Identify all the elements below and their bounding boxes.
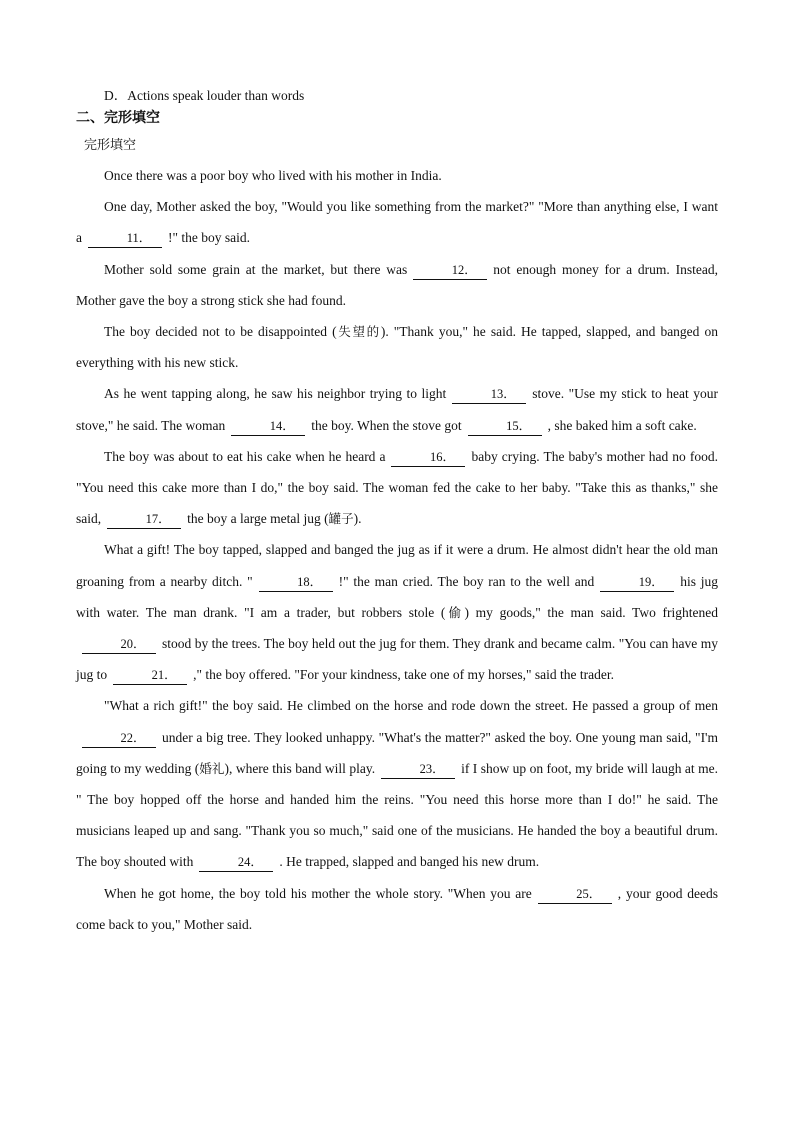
paragraph-9: When he got home, the boy told his mother the whole story. "When you are 25． , your good deeds come back to you," Mother said. xyxy=(76,885,718,932)
blank-15[interactable]: 15． xyxy=(468,418,542,436)
blank-19[interactable]: 19． xyxy=(600,574,674,592)
passage xyxy=(76,160,718,940)
paragraph-2: One day, Mother asked the boy, "Would you like something from the market?" "More than anything else, I want a 11． !" the boy said. xyxy=(76,191,718,253)
blank-20[interactable]: 20． xyxy=(82,636,156,654)
paragraph-3: Mother sold some grain at the market, but there was 12． not enough money for a drum. Instead, Mother gave the boy a strong stick she had found. xyxy=(76,261,718,308)
paragraph-6: The boy was about to eat his cake when he heard a 16． baby crying. The baby's mother had no food. "You need this cake more than I do," the boy said. The woman fed the cake to her baby. "Take this as thanks," she said, 17． the boy a large metal jug (罐子). xyxy=(76,441,718,535)
paragraph-1: Once there was a poor boy who lived with his mother in India. xyxy=(104,168,442,183)
subtitle: 完形填空 xyxy=(84,138,137,153)
blank-21[interactable]: 21． xyxy=(113,667,187,685)
blank-16[interactable]: 16． xyxy=(391,449,465,467)
blank-18[interactable]: 18． xyxy=(259,574,333,592)
paragraph-8: "What a rich gift!" the boy said. He climbed on the horse and rode down the street. He passed a group of men22． under a big tree. They looked unhappy. "What's the matter?" asked the boy. One young man said, "I'm going to my wedding (婚礼), where this band will play. 23． if I show up on foot, my bride will laugh at me. " The boy hopped off the horse and handed him the reins. "You need this horse more than I do!" he said. The musicians leaped up and sang. "Thank you so much," said one of the musicians. He handed the boy a beautiful drum. The boy shouted with 24． . He trapped, slapped and banged his new drum. xyxy=(76,690,718,877)
option-d: D．Actions speak louder than words xyxy=(104,88,305,103)
section-title: 二、完形填空 xyxy=(76,110,160,126)
paragraph-5: As he went tapping along, he saw his neighbor trying to light 13． stove. "Use my stick to heat your stove," he said. The woman 14． the boy. When the stove got 15． , she baked him a soft cake. xyxy=(76,378,718,440)
blank-11[interactable]: 11． xyxy=(88,230,162,248)
blank-17[interactable]: 17． xyxy=(107,511,181,529)
blank-25[interactable]: 25． xyxy=(538,886,612,904)
blank-13[interactable]: 13． xyxy=(452,386,526,404)
blank-12[interactable]: 12． xyxy=(413,262,487,280)
blank-22[interactable]: 22． xyxy=(82,730,156,748)
blank-24[interactable]: 24． xyxy=(199,854,273,872)
paragraph-7: What a gift! The boy tapped, slapped and banged the jug as if it were a drum. He almost didn't hear the old man groaning from a nearby ditch. " 18． !" the man cried. The boy ran to the well and 19． his jug with water. The man drank. "I am a trader, but robbers stole (偷) my goods," the man said. Two frightened20． stood by the trees. The boy held out the jug for them. They drank and became calm. "You can have my jug to 21． ," the boy offered. "For your kindness, take one of my horses," said the trader. xyxy=(76,534,718,690)
paragraph-4: The boy decided not to be disappointed (失望的). "Thank you," he said. He tapped, slapped, and banged on everything with his new stick. xyxy=(76,324,718,371)
blank-14[interactable]: 14． xyxy=(231,418,305,436)
blank-23[interactable]: 23． xyxy=(381,761,455,779)
